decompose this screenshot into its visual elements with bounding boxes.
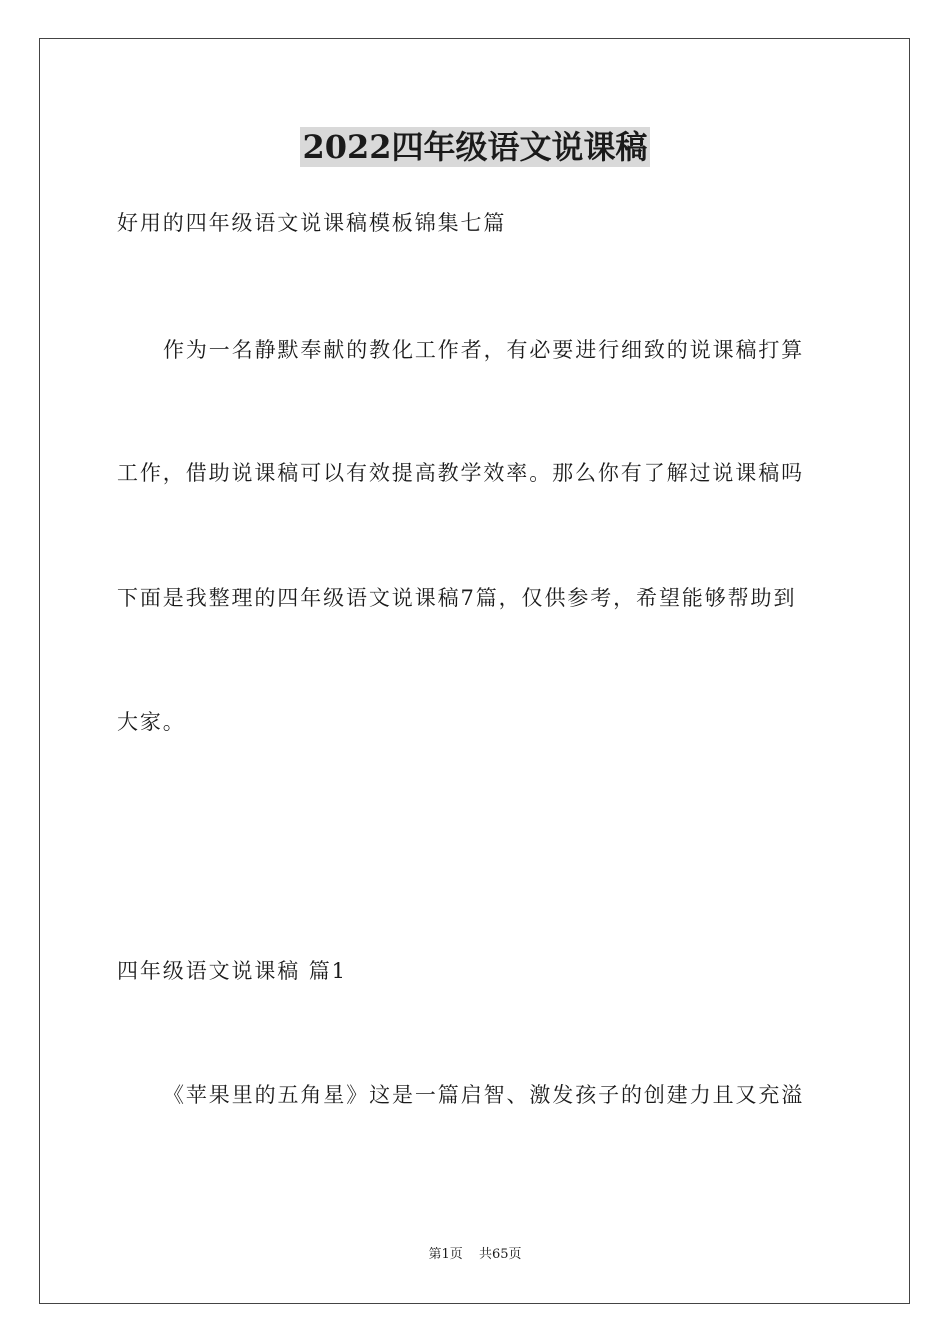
page-footer — [0, 1246, 950, 1264]
intro-line-2: 工作，借助说课稿可以有效提高教学效率。那么你有了解过说课稿吗 — [117, 461, 804, 485]
intro-line-1: 作为一名静默奉献的教化工作者，有必要进行细致的说课稿打算 — [163, 338, 805, 362]
section-body-line-1: 《苹果里的五角星》这是一篇启智、激发孩子的创建力且又充溢 — [163, 1083, 805, 1107]
intro-line-3: 下面是我整理的四年级语文说课稿7篇，仅供参考，希望能够帮助到 — [117, 586, 797, 610]
title-container — [0, 127, 950, 167]
document-title: 2022四年级语文说课稿 — [302, 128, 648, 166]
section-heading: 四年级语文说课稿 篇1 — [117, 959, 347, 983]
document-subtitle: 好用的四年级语文说课稿模板锦集七篇 — [117, 211, 507, 235]
page-number: 第1页 — [428, 1247, 463, 1262]
total-pages: 共65页 — [478, 1247, 522, 1262]
intro-line-4: 大家。 — [117, 710, 186, 734]
